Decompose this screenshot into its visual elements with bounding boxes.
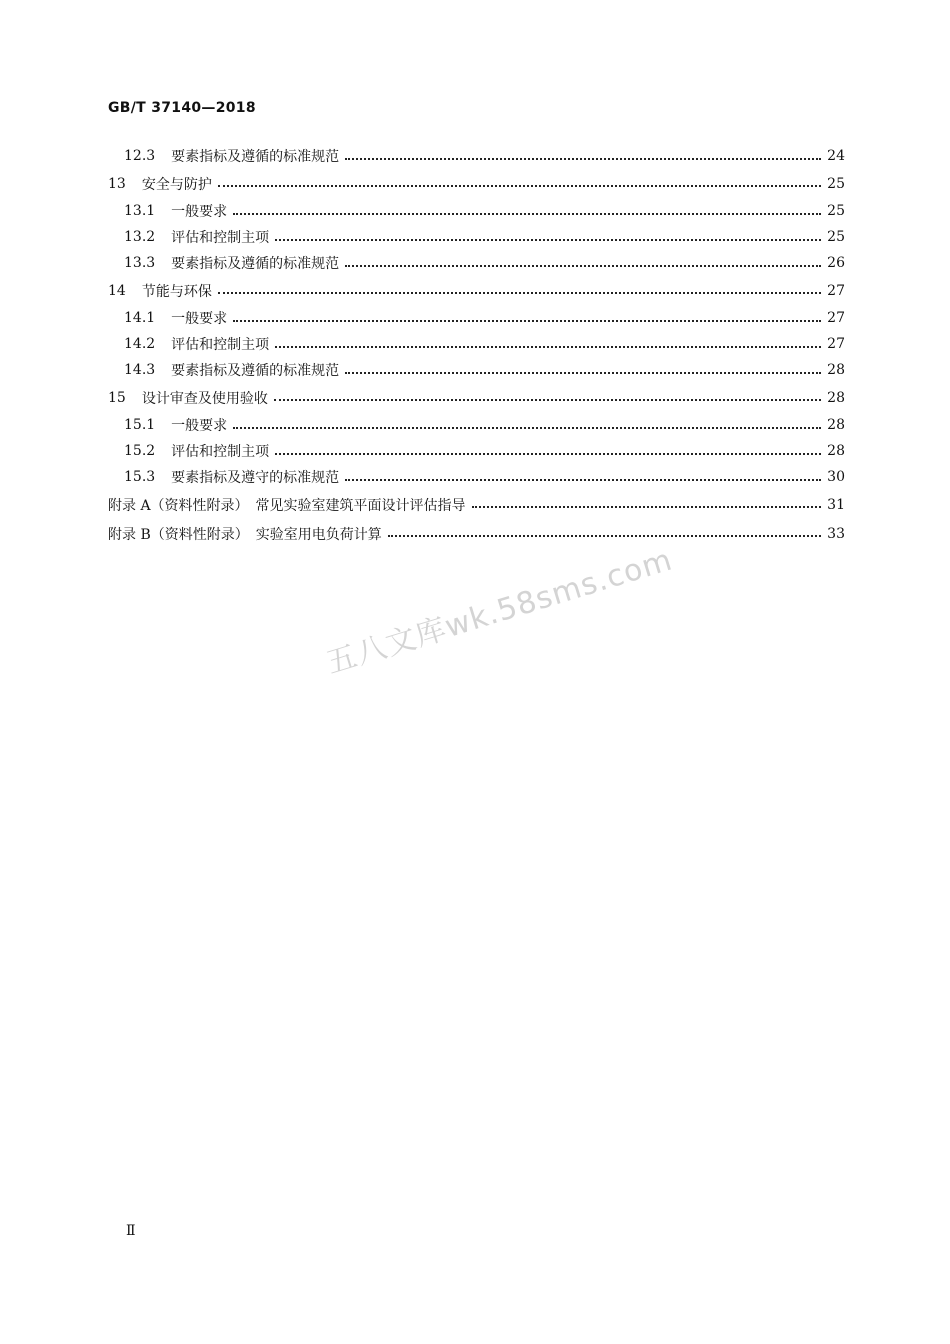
toc-entry-number: 13.1 (124, 203, 156, 219)
toc-entry-title: 要素指标及遵循的标准规范 (171, 149, 340, 165)
toc-entry-number: 15.2 (124, 443, 156, 459)
toc-entry-number: 14 (108, 282, 126, 299)
page-number: Ⅱ (126, 1223, 136, 1239)
toc-entry-number: 12.3 (124, 148, 156, 164)
toc-entry-title: 评估和控制主项 (171, 337, 270, 353)
toc-entry-number: 14.3 (124, 362, 156, 378)
toc-entry-title: 附录 A（资料性附录） 常见实验室建筑平面设计评估指导 (108, 497, 466, 514)
toc-entry-page: 26 (827, 255, 845, 271)
toc-dot-leader (218, 291, 821, 294)
toc-entry-number: 15.3 (124, 469, 156, 485)
toc-entry-page: 25 (827, 229, 845, 245)
toc-entry-page: 30 (827, 469, 845, 485)
toc-entry[interactable] (108, 143, 845, 169)
toc-entry-page: 25 (827, 175, 845, 192)
toc-entry[interactable] (108, 383, 845, 412)
toc-dot-leader (472, 505, 821, 508)
toc-entry-page: 28 (827, 389, 845, 406)
toc-entry-page: 27 (827, 336, 845, 352)
toc-entry-title: 评估和控制主项 (171, 230, 270, 246)
toc-entry[interactable] (108, 169, 845, 198)
watermark-text: 五八文库wk.58sms.com (322, 542, 677, 682)
toc-dot-leader (345, 478, 821, 481)
toc-entry-title: 一般要求 (171, 418, 228, 434)
toc-entry[interactable] (108, 490, 845, 519)
toc-entry-title: 附录 B（资料性附录） 实验室用电负荷计算 (108, 526, 382, 543)
toc-entry-number: 15 (108, 389, 126, 406)
toc-dot-leader (233, 212, 821, 215)
toc-entry[interactable] (108, 412, 845, 438)
toc-entry[interactable] (108, 519, 845, 548)
toc-dot-leader (218, 184, 821, 187)
toc-entry-page: 33 (827, 525, 845, 542)
toc-entry[interactable] (108, 331, 845, 357)
toc-dot-leader (345, 157, 821, 160)
toc-dot-leader (274, 398, 821, 401)
toc-dot-leader (275, 452, 821, 455)
toc-dot-leader (388, 534, 821, 537)
table-of-contents (108, 143, 845, 548)
toc-entry[interactable] (108, 438, 845, 464)
toc-entry[interactable] (108, 250, 845, 276)
toc-dot-leader (275, 345, 821, 348)
toc-entry-page: 27 (827, 282, 845, 299)
toc-entry-number: 13 (108, 175, 126, 192)
toc-entry-page: 31 (827, 496, 845, 513)
toc-entry-number: 14.1 (124, 310, 156, 326)
toc-entry-title: 要素指标及遵守的标准规范 (171, 470, 340, 486)
toc-entry-title: 一般要求 (171, 311, 228, 327)
toc-entry-page: 28 (827, 417, 845, 433)
toc-entry-title: 节能与环保 (141, 283, 212, 300)
toc-dot-leader (233, 426, 821, 429)
toc-entry-number: 14.2 (124, 336, 156, 352)
toc-entry[interactable] (108, 357, 845, 383)
toc-entry-page: 28 (827, 443, 845, 459)
toc-dot-leader (345, 264, 821, 267)
toc-entry[interactable] (108, 276, 845, 305)
toc-entry[interactable] (108, 198, 845, 224)
toc-entry-number: 15.1 (124, 417, 156, 433)
toc-entry-number: 13.2 (124, 229, 156, 245)
toc-entry-page: 24 (827, 148, 845, 164)
toc-dot-leader (345, 371, 821, 374)
toc-entry-page: 27 (827, 310, 845, 326)
toc-entry-title: 要素指标及遵循的标准规范 (171, 256, 340, 272)
toc-entry-page: 25 (827, 203, 845, 219)
toc-entry-title: 评估和控制主项 (171, 444, 270, 460)
toc-entry-title: 安全与防护 (141, 176, 212, 193)
toc-entry[interactable] (108, 464, 845, 490)
toc-dot-leader (275, 238, 821, 241)
toc-entry-title: 要素指标及遵循的标准规范 (171, 363, 340, 379)
toc-entry[interactable] (108, 224, 845, 250)
toc-entry-title: 一般要求 (171, 204, 228, 220)
standard-code: GB/T 37140—2018 (108, 100, 256, 116)
toc-entry-page: 28 (827, 362, 845, 378)
toc-dot-leader (233, 319, 821, 322)
toc-entry-title: 设计审查及使用验收 (141, 390, 268, 407)
toc-entry[interactable] (108, 305, 845, 331)
toc-entry-number: 13.3 (124, 255, 156, 271)
